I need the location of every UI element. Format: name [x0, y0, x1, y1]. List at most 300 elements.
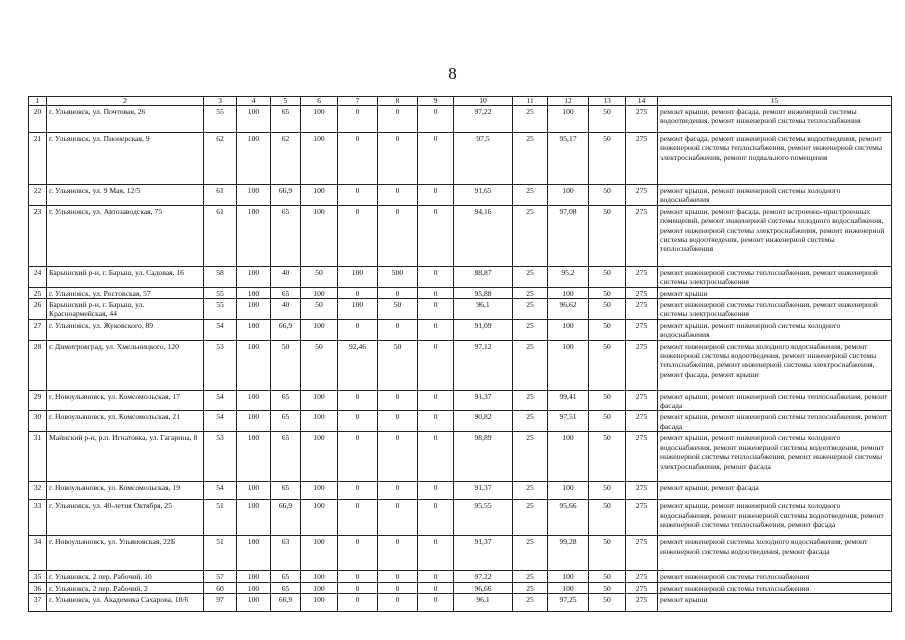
table-row [29, 594, 892, 612]
col-4-cell: 100 [237, 299, 271, 320]
col-5-cell: 65 [271, 205, 301, 266]
address-cell: Барышский р-н, г. Барыш, ул. Красноармейская, 44 [47, 299, 204, 320]
col-10-cell: 95,88 [454, 287, 513, 298]
col-7-cell: 0 [338, 432, 378, 482]
row-number-cell: 30 [29, 411, 47, 432]
col-5-cell: 65 [271, 287, 301, 298]
col-7-cell: 100 [338, 299, 378, 320]
column-number-row [29, 97, 892, 106]
col-4-cell: 100 [237, 133, 271, 185]
col-5-cell: 40 [271, 266, 301, 287]
address-cell: г. Новоульяновск, ул. Комсомольская, 21 [47, 411, 204, 432]
col-3-cell: 54 [204, 319, 237, 340]
col-6-cell: 100 [301, 594, 338, 612]
row-number-cell: 29 [29, 390, 47, 411]
col-3-cell: 55 [204, 287, 237, 298]
col-9-cell: 0 [418, 106, 454, 133]
col-6-cell: 100 [301, 106, 338, 133]
column-number-6: 6 [301, 97, 338, 106]
col-9-cell: 0 [418, 340, 454, 390]
col-3-cell: 97 [204, 594, 237, 612]
col-14-cell: 275 [626, 500, 658, 536]
table-row [29, 340, 892, 390]
col-13-cell: 50 [589, 594, 626, 612]
col-9-cell: 0 [418, 299, 454, 320]
col-10-cell: 94,16 [454, 205, 513, 266]
col-4-cell: 100 [237, 287, 271, 298]
col-8-cell: 50 [378, 299, 418, 320]
col-8-cell: 0 [378, 411, 418, 432]
col-6-cell: 100 [301, 287, 338, 298]
col-12-cell: 96,62 [548, 299, 589, 320]
col-9-cell: 0 [418, 133, 454, 185]
col-14-cell: 275 [626, 432, 658, 482]
col-3-cell: 54 [204, 482, 237, 500]
col-5-cell: 63 [271, 536, 301, 571]
col-3-cell: 55 [204, 106, 237, 133]
col-14-cell: 275 [626, 482, 658, 500]
row-number-cell: 31 [29, 432, 47, 482]
row-number-cell: 35 [29, 571, 47, 582]
col-4-cell: 100 [237, 106, 271, 133]
table-row [29, 411, 892, 432]
col-6-cell: 100 [301, 205, 338, 266]
work-description-cell: ремонт крыши, ремонт инженерной системы теплоснабжения, ремонт фасада [658, 411, 892, 432]
address-cell: г. Ульяновск, ул. Ростовская, 57 [47, 287, 204, 298]
address-cell: г. Новоульяновск, ул. Комсомольская, 19 [47, 482, 204, 500]
table-row [29, 500, 892, 536]
address-cell: г. Ульяновск, ул. Автозаводская, 75 [47, 205, 204, 266]
column-number-3: 3 [204, 97, 237, 106]
col-4-cell: 100 [237, 594, 271, 612]
table-row [29, 299, 892, 320]
col-10-cell: 88,87 [454, 266, 513, 287]
col-11-cell: 25 [513, 571, 548, 582]
row-number-cell: 21 [29, 133, 47, 185]
table-row [29, 205, 892, 266]
col-14-cell: 275 [626, 594, 658, 612]
col-5-cell: 66,9 [271, 185, 301, 206]
table-row [29, 390, 892, 411]
col-14-cell: 275 [626, 571, 658, 582]
col-11-cell: 25 [513, 594, 548, 612]
col-9-cell: 0 [418, 319, 454, 340]
col-14-cell: 275 [626, 205, 658, 266]
col-12-cell: 100 [548, 482, 589, 500]
col-7-cell: 0 [338, 205, 378, 266]
col-4-cell: 100 [237, 205, 271, 266]
row-number-cell: 28 [29, 340, 47, 390]
column-number-2: 2 [47, 97, 204, 106]
col-8-cell: 0 [378, 536, 418, 571]
col-9-cell: 0 [418, 571, 454, 582]
repair-registry-table [28, 96, 892, 612]
col-5-cell: 65 [271, 106, 301, 133]
col-10-cell: 91,37 [454, 482, 513, 500]
col-3-cell: 53 [204, 340, 237, 390]
col-10-cell: 91,09 [454, 319, 513, 340]
col-13-cell: 50 [589, 411, 626, 432]
row-number-cell: 22 [29, 185, 47, 206]
col-6-cell: 100 [301, 411, 338, 432]
col-5-cell: 65 [271, 582, 301, 593]
col-8-cell: 0 [378, 287, 418, 298]
col-3-cell: 51 [204, 500, 237, 536]
col-13-cell: 50 [589, 287, 626, 298]
col-11-cell: 25 [513, 133, 548, 185]
col-5-cell: 50 [271, 340, 301, 390]
col-14-cell: 275 [626, 106, 658, 133]
table-row [29, 571, 892, 582]
col-7-cell: 0 [338, 411, 378, 432]
row-number-cell: 37 [29, 594, 47, 612]
col-6-cell: 50 [301, 340, 338, 390]
work-description-cell: ремонт крыши, ремонт фасада, ремонт инженерной системы водоотведения, ремонт инженерной системы теплоснабжения [658, 106, 892, 133]
col-8-cell: 500 [378, 266, 418, 287]
col-12-cell: 95,2 [548, 266, 589, 287]
col-12-cell: 97,51 [548, 411, 589, 432]
table-row [29, 482, 892, 500]
col-10-cell: 96,1 [454, 299, 513, 320]
col-14-cell: 275 [626, 266, 658, 287]
col-10-cell: 96,66 [454, 582, 513, 593]
table-row [29, 266, 892, 287]
col-14-cell: 275 [626, 319, 658, 340]
col-12-cell: 99,41 [548, 390, 589, 411]
col-11-cell: 25 [513, 482, 548, 500]
work-description-cell: ремонт фасада, ремонт инженерной системы водоотведения, ремонт инженерной системы теплоснабжения, ремонт инженерной системы электроснабжения, ремонт подвального помещения [658, 133, 892, 185]
col-11-cell: 25 [513, 287, 548, 298]
col-11-cell: 25 [513, 536, 548, 571]
col-7-cell: 0 [338, 500, 378, 536]
col-3-cell: 61 [204, 185, 237, 206]
col-5-cell: 65 [271, 482, 301, 500]
work-description-cell: ремонт крыши, ремонт инженерной системы холодного водоснабжения [658, 185, 892, 206]
col-7-cell: 0 [338, 185, 378, 206]
col-3-cell: 57 [204, 571, 237, 582]
col-5-cell: 65 [271, 571, 301, 582]
col-9-cell: 0 [418, 287, 454, 298]
col-9-cell: 0 [418, 390, 454, 411]
col-4-cell: 100 [237, 500, 271, 536]
col-6-cell: 100 [301, 390, 338, 411]
address-cell: г. Ульяновск, ул. Пионерская, 9 [47, 133, 204, 185]
col-9-cell: 0 [418, 266, 454, 287]
col-11-cell: 25 [513, 299, 548, 320]
col-3-cell: 55 [204, 299, 237, 320]
col-13-cell: 50 [589, 482, 626, 500]
column-number-1: 1 [29, 97, 47, 106]
col-5-cell: 65 [271, 432, 301, 482]
col-12-cell: 97,08 [548, 205, 589, 266]
table-row [29, 582, 892, 593]
col-8-cell: 0 [378, 133, 418, 185]
col-8-cell: 0 [378, 390, 418, 411]
work-description-cell: ремонт крыши [658, 594, 892, 612]
col-9-cell: 0 [418, 594, 454, 612]
col-3-cell: 62 [204, 133, 237, 185]
row-number-cell: 20 [29, 106, 47, 133]
col-8-cell: 0 [378, 106, 418, 133]
address-cell: Барышский р-н, г. Барыш, ул. Садовая, 16 [47, 266, 204, 287]
col-3-cell: 54 [204, 411, 237, 432]
col-10-cell: 98,89 [454, 432, 513, 482]
row-number-cell: 24 [29, 266, 47, 287]
work-description-cell: ремонт крыши [658, 287, 892, 298]
col-7-cell: 0 [338, 594, 378, 612]
col-5-cell: 62 [271, 133, 301, 185]
col-10-cell: 96,1 [454, 594, 513, 612]
col-13-cell: 50 [589, 500, 626, 536]
col-6-cell: 100 [301, 536, 338, 571]
col-9-cell: 0 [418, 432, 454, 482]
column-number-13: 13 [589, 97, 626, 106]
col-8-cell: 0 [378, 185, 418, 206]
col-8-cell: 0 [378, 205, 418, 266]
col-11-cell: 25 [513, 500, 548, 536]
column-number-14: 14 [626, 97, 658, 106]
col-10-cell: 97,12 [454, 340, 513, 390]
table-row [29, 319, 892, 340]
col-13-cell: 50 [589, 571, 626, 582]
col-10-cell: 91,37 [454, 390, 513, 411]
col-5-cell: 66,9 [271, 500, 301, 536]
col-10-cell: 97,5 [454, 133, 513, 185]
row-number-cell: 27 [29, 319, 47, 340]
table-row [29, 133, 892, 185]
col-4-cell: 100 [237, 390, 271, 411]
table-row [29, 287, 892, 298]
work-description-cell: ремонт инженерной системы теплоснабжения, ремонт инженерной системы электроснабжения [658, 299, 892, 320]
row-number-cell: 32 [29, 482, 47, 500]
col-3-cell: 61 [204, 205, 237, 266]
col-4-cell: 100 [237, 319, 271, 340]
col-14-cell: 275 [626, 411, 658, 432]
address-cell: г. Ульяновск, ул. 9 Мая, 12/5 [47, 185, 204, 206]
col-9-cell: 0 [418, 536, 454, 571]
table-row [29, 106, 892, 133]
row-number-cell: 33 [29, 500, 47, 536]
col-10-cell: 91,37 [454, 536, 513, 571]
col-11-cell: 25 [513, 106, 548, 133]
col-4-cell: 100 [237, 185, 271, 206]
col-13-cell: 50 [589, 205, 626, 266]
col-13-cell: 50 [589, 266, 626, 287]
col-13-cell: 50 [589, 299, 626, 320]
col-12-cell: 95,17 [548, 133, 589, 185]
address-cell: г. Димитровград, ул. Хмельницкого, 120 [47, 340, 204, 390]
work-description-cell: ремонт крыши, ремонт инженерной системы теплоснабжения, ремонт фасада [658, 390, 892, 411]
work-description-cell: ремонт крыши, ремонт фасада [658, 482, 892, 500]
col-13-cell: 50 [589, 432, 626, 482]
address-cell: г. Новоульяновск, ул. Комсомольская, 17 [47, 390, 204, 411]
col-12-cell: 100 [548, 582, 589, 593]
col-5-cell: 66,9 [271, 319, 301, 340]
col-13-cell: 50 [589, 582, 626, 593]
address-cell: г. Ульяновск, ул. Жуковского, 89 [47, 319, 204, 340]
col-7-cell: 0 [338, 319, 378, 340]
col-11-cell: 25 [513, 411, 548, 432]
address-cell: Майнский р-н, р.п. Игнатовка, ул. Гагарина, 8 [47, 432, 204, 482]
col-5-cell: 40 [271, 299, 301, 320]
col-14-cell: 275 [626, 582, 658, 593]
column-number-9: 9 [418, 97, 454, 106]
col-14-cell: 275 [626, 287, 658, 298]
col-9-cell: 0 [418, 482, 454, 500]
table-row [29, 432, 892, 482]
col-4-cell: 100 [237, 411, 271, 432]
col-4-cell: 100 [237, 432, 271, 482]
col-12-cell: 100 [548, 571, 589, 582]
col-7-cell: 0 [338, 536, 378, 571]
page-number: 8 [448, 64, 457, 83]
column-number-7: 7 [338, 97, 378, 106]
col-10-cell: 95,55 [454, 500, 513, 536]
col-14-cell: 275 [626, 340, 658, 390]
col-9-cell: 0 [418, 582, 454, 593]
col-8-cell: 0 [378, 500, 418, 536]
row-number-cell: 34 [29, 536, 47, 571]
work-description-cell: ремонт крыши, ремонт инженерной системы холодного водоснабжения [658, 319, 892, 340]
col-3-cell: 58 [204, 266, 237, 287]
col-12-cell: 95,66 [548, 500, 589, 536]
work-description-cell: ремонт крыши, ремонт фасада, ремонт встроенно-пристроенных помещений, ремонт инженерной системы холодного водоснабжения, ремонт инженерной системы электроснабжения, ремонт инженерной системы водоотведения, ремонт инженерной системы теплоснабжения [658, 205, 892, 266]
col-7-cell: 92,46 [338, 340, 378, 390]
col-9-cell: 0 [418, 205, 454, 266]
work-description-cell: ремонт крыши, ремонт инженерной системы холодного водоснабжения, ремонт инженерной системы водоотведения, ремонт инженерной системы теплоснабжения, ремонт инженерной системы электроснабжения, ремонт фасада [658, 432, 892, 482]
row-number-cell: 26 [29, 299, 47, 320]
col-11-cell: 25 [513, 340, 548, 390]
col-11-cell: 25 [513, 205, 548, 266]
column-number-12: 12 [548, 97, 589, 106]
work-description-cell: ремонт инженерной системы холодного водоснабжения, ремонт инженерной системы водоотведения, ремонт фасада [658, 536, 892, 571]
col-6-cell: 100 [301, 432, 338, 482]
address-cell: г. Ульяновск, ул. Почтовая, 26 [47, 106, 204, 133]
column-number-11: 11 [513, 97, 548, 106]
col-11-cell: 25 [513, 432, 548, 482]
col-8-cell: 0 [378, 582, 418, 593]
col-13-cell: 50 [589, 536, 626, 571]
col-4-cell: 100 [237, 536, 271, 571]
col-14-cell: 275 [626, 185, 658, 206]
table-row [29, 185, 892, 206]
col-11-cell: 25 [513, 185, 548, 206]
col-7-cell: 0 [338, 571, 378, 582]
work-description-cell: ремонт инженерной системы теплоснабжения [658, 582, 892, 593]
col-6-cell: 100 [301, 482, 338, 500]
col-12-cell: 100 [548, 319, 589, 340]
column-number-4: 4 [237, 97, 271, 106]
column-number-10: 10 [454, 97, 513, 106]
col-13-cell: 50 [589, 106, 626, 133]
address-cell: г. Ульяновск, 2 пер. Рабочий, 2 [47, 582, 204, 593]
col-5-cell: 65 [271, 390, 301, 411]
col-11-cell: 25 [513, 319, 548, 340]
col-7-cell: 0 [338, 106, 378, 133]
col-9-cell: 0 [418, 500, 454, 536]
col-12-cell: 100 [548, 185, 589, 206]
col-3-cell: 53 [204, 432, 237, 482]
table-row [29, 536, 892, 571]
col-10-cell: 91,65 [454, 185, 513, 206]
col-4-cell: 100 [237, 582, 271, 593]
col-14-cell: 275 [626, 133, 658, 185]
col-7-cell: 0 [338, 133, 378, 185]
col-4-cell: 100 [237, 571, 271, 582]
col-3-cell: 51 [204, 536, 237, 571]
col-12-cell: 100 [548, 106, 589, 133]
column-number-5: 5 [271, 97, 301, 106]
row-number-cell: 36 [29, 582, 47, 593]
col-8-cell: 0 [378, 571, 418, 582]
col-7-cell: 0 [338, 390, 378, 411]
col-13-cell: 50 [589, 390, 626, 411]
col-10-cell: 97,22 [454, 571, 513, 582]
work-description-cell: ремонт инженерной системы холодного водоснабжения, ремонт инженерной системы водоотведения, ремонт инженерной системы теплоснабжения, ремонт инженерной системы электроснабжения, ремонт фасада, ремонт крыши [658, 340, 892, 390]
col-4-cell: 100 [237, 482, 271, 500]
col-8-cell: 50 [378, 340, 418, 390]
col-13-cell: 50 [589, 133, 626, 185]
col-9-cell: 0 [418, 185, 454, 206]
col-6-cell: 50 [301, 299, 338, 320]
col-12-cell: 100 [548, 432, 589, 482]
col-13-cell: 50 [589, 185, 626, 206]
col-13-cell: 50 [589, 319, 626, 340]
col-6-cell: 100 [301, 571, 338, 582]
col-11-cell: 25 [513, 266, 548, 287]
col-6-cell: 50 [301, 266, 338, 287]
address-cell: г. Новоульяновск, ул. Ульяновская, 22Б [47, 536, 204, 571]
column-number-8: 8 [378, 97, 418, 106]
col-8-cell: 0 [378, 432, 418, 482]
col-6-cell: 100 [301, 133, 338, 185]
row-number-cell: 25 [29, 287, 47, 298]
col-12-cell: 100 [548, 340, 589, 390]
col-8-cell: 0 [378, 482, 418, 500]
col-12-cell: 97,25 [548, 594, 589, 612]
col-5-cell: 65 [271, 411, 301, 432]
address-cell: г. Ульяновск, ул. 40-летия Октября, 25 [47, 500, 204, 536]
col-12-cell: 99,28 [548, 536, 589, 571]
col-13-cell: 50 [589, 340, 626, 390]
col-10-cell: 97,22 [454, 106, 513, 133]
col-9-cell: 0 [418, 411, 454, 432]
col-14-cell: 275 [626, 299, 658, 320]
col-4-cell: 100 [237, 266, 271, 287]
col-6-cell: 100 [301, 319, 338, 340]
col-10-cell: 90,82 [454, 411, 513, 432]
col-7-cell: 100 [338, 266, 378, 287]
col-7-cell: 0 [338, 582, 378, 593]
col-8-cell: 0 [378, 594, 418, 612]
col-5-cell: 66,9 [271, 594, 301, 612]
row-number-cell: 23 [29, 205, 47, 266]
work-description-cell: ремонт крыши, ремонт инженерной системы холодного водоснабжения, ремонт инженерной системы водоотведения, ремонт инженерной системы теплоснабжения, ремонт фасада [658, 500, 892, 536]
col-14-cell: 275 [626, 390, 658, 411]
col-7-cell: 0 [338, 482, 378, 500]
col-3-cell: 60 [204, 582, 237, 593]
col-11-cell: 25 [513, 390, 548, 411]
col-14-cell: 275 [626, 536, 658, 571]
col-6-cell: 100 [301, 185, 338, 206]
col-11-cell: 25 [513, 582, 548, 593]
col-6-cell: 100 [301, 500, 338, 536]
address-cell: г. Ульяновск, 2 пер. Рабочий, 10 [47, 571, 204, 582]
column-number-15: 15 [658, 97, 892, 106]
col-7-cell: 0 [338, 287, 378, 298]
col-12-cell: 100 [548, 287, 589, 298]
col-6-cell: 100 [301, 582, 338, 593]
